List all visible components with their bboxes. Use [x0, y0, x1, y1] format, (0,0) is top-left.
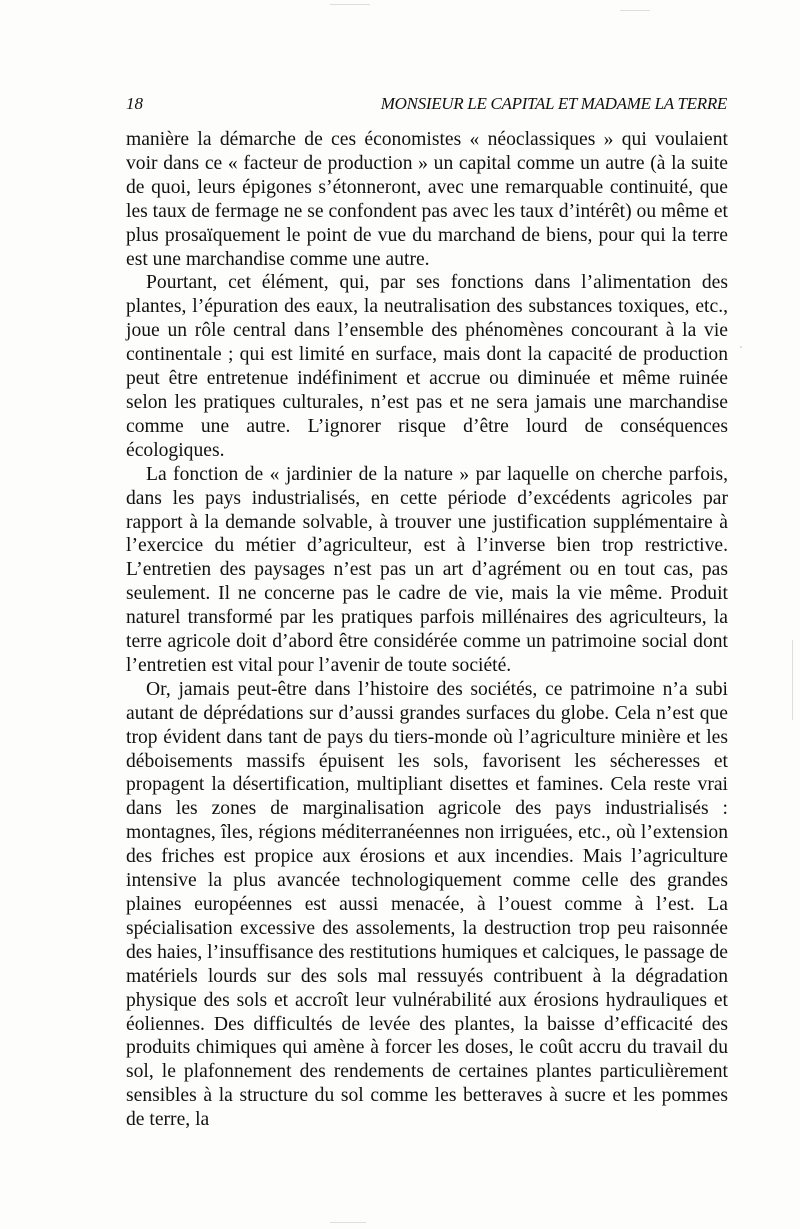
- scan-speck: [740, 346, 742, 348]
- paragraph-4: Or, jamais peut-être dans l’histoire des sociétés, ce patrimoine n’a subi autant de déprédations sur d’aussi grandes surfaces du globe. Cela n’est que trop évident dans tant de pays du tiers-monde où l’agriculture minière et les déboisements massifs épuisent les sols, favorisent les sécheresses et propagent la désertification, multipliant disettes et famines. Cela reste vrai dans les zones de marginalisation agricole des pays industrialisés : montagnes, îles, régions méditerranéennes non irriguées, etc., où l’extension des friches est propice aux érosions et aux incendies. Mais l’agriculture intensive la plus avancée technologiquement comme celle des grandes plaines européennes est aussi menacée, à l’ouest comme à l’est. La spécialisation excessive des assolements, la destruction trop peu raisonnée des haies, l’insuffisance des restitutions humiques et calciques, le passage de matériels lourds sur des sols mal ressuyés contribuent à la dégradation physique des sols et accroît leur vulnérabilité aux érosions hydrauliques et éoliennes. Des difficultés de levée des plantes, la baisse d’efficacité des produits chimiques qui amène à forcer les doses, le coût accru du travail du sol, le plafonnement des rendements de certaines plantes particulièrement sensibles à la structure du sol comme les betteraves à sucre et les pommes de terre, la: [126, 678, 728, 1131]
- body-text: [126, 128, 728, 1132]
- running-title: MONSIEUR LE CAPITAL ET MADAME LA TERRE: [380, 94, 727, 113]
- scan-speck: [792, 640, 793, 720]
- scan-speck: [330, 4, 370, 5]
- paragraph-3: La fonction de « jardinier de la nature » par laquelle on cherche parfois, dans les pays industrialisés, en cette période d’excédents agricoles par rapport à la demande solvable, à trouver une justification supplémentaire à l’exercice du métier d’agriculteur, est à l’inverse bien trop restrictive. L’entretien des paysages n’est pas un art d’agrément ou en tout cas, pas seulement. Il ne concerne pas le cadre de vie, mais la vie même. Produit naturel transformé par les pratiques parfois millénaires des agriculteurs, la terre agricole doit d’abord être considérée comme un patrimoine social dont l’entretien est vital pour l’avenir de toute société.: [126, 463, 728, 676]
- page-number: 18: [126, 94, 143, 113]
- paragraph-2: Pourtant, cet élément, qui, par ses fonctions dans l’alimentation des plantes, l’épuration des eaux, la neutralisation des substances toxiques, etc., joue un rôle central dans l’ensemble des phénomènes concourant à la vie continentale ; qui est limité en surface, mais dont la capacité de production peut être entretenue indéfiniment et accrue ou diminuée et même ruinée selon les pratiques culturales, n’est pas et ne sera jamais une marchandise comme une autre. L’ignorer risque d’être lourd de conséquences écologiques.: [126, 272, 728, 461]
- scan-speck: [620, 10, 650, 11]
- running-head: [126, 92, 727, 116]
- paragraph-1: manière la démarche de ces économistes « néoclassiques » qui voulaient voir dans ce « facteur de production » un capital comme un autre (à la suite de quoi, leurs épigones s’étonneront, avec une remarquable continuité, que les taux de fermage ne se confondent pas avec les taux d’intérêt) ou même et plus prosaïquement le point de vue du marchand de biens, pour qui la terre est une marchandise comme une autre.: [126, 129, 728, 270]
- scan-speck: [330, 1222, 366, 1223]
